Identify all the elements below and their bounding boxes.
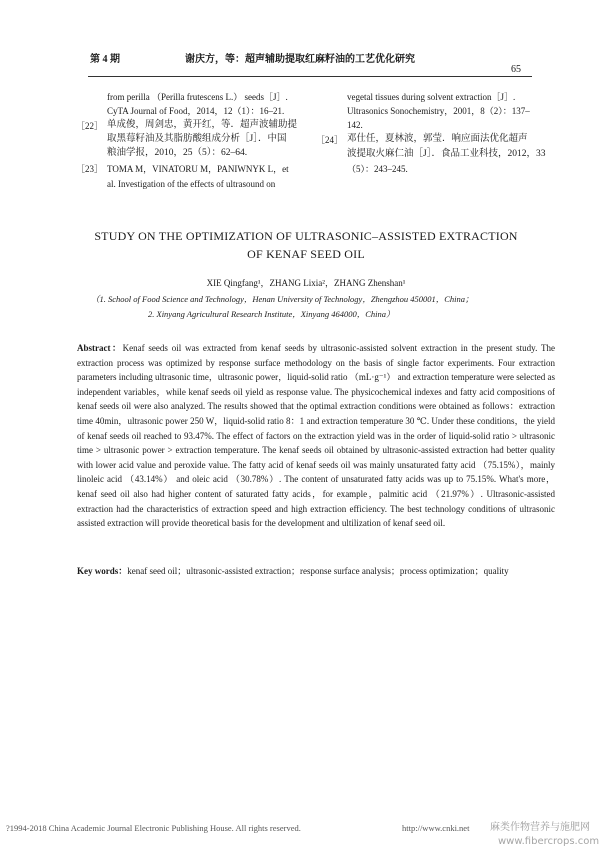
affiliation-2: 2. Xinyang Agricultural Research Institute，Xinyang 464000，China） — [148, 309, 395, 319]
ref-line: Ultrasonics Sonochemistry，2001，8（2）：137– — [347, 106, 530, 116]
paper-title-line1: STUDY ON THE OPTIMIZATION OF ULTRASONIC–ASSISTED EXTRACTION — [94, 229, 518, 243]
watermark-cn: 麻类作物营养与施肥网 — [490, 822, 590, 833]
issue-label: 第 4 期 — [90, 54, 120, 65]
abstract-label: Abstract： — [77, 343, 123, 353]
ref-num: ［24］ — [316, 135, 344, 145]
ref-line: vegetal tissues during solvent extraction［J］. — [347, 92, 516, 102]
header-rule — [88, 76, 532, 77]
ref-line: from perilla （Perilla frutescens L.） seeds［J］. — [107, 92, 288, 102]
ref-num: ［22］ — [76, 121, 104, 131]
ref-line: 142. — [347, 120, 363, 130]
ref-line: CyTA Journal of Food，2014，12（1）：16–21. — [107, 106, 285, 116]
keywords-text: kenaf seed oil；ultrasonic-assisted extraction；response surface analysis；process optimization；quality — [127, 566, 509, 576]
ref-line: 单成俊，周剑忠，黄开红，等．超声波辅助提 — [107, 120, 298, 130]
ref-line: 邓仕任，夏林波，郭莹．响应面法优化超声 — [347, 134, 528, 144]
abstract-text: Kenaf seeds oil was extracted from kenaf seeds by ultrasonic-assisted solvent extraction in the present study. The extraction process was optimized by response surface methodology on the basis of single factor experiments. Four extraction parameters including ultrasonic time，ultrasonic power，liquid-solid ratio （mL·g⁻¹） and extraction temperature were selected as independent variables，while kenaf seeds oil yield as response value. The physicochemical indexes and fatty acid compositions of kenaf seeds oil were also analyzed. The results showed that the optimal extraction conditions were obtained as follows：extraction time 40min，ultrasonic power 250 W，liquid-solid ratio 8：1 and extraction temperature 30 ℃. Under these conditions，the yield of kenaf seeds oil reached to 93.47%. The effect of factors on the extraction yield was in the order of liquid-solid ratio > ultrasonic time > ultrasonic power > extraction temperature. The kenaf seeds oil obtained by ultrasonic-assisted extraction had better quality with lower acid value and peroxide value. The fatty acid of kenaf seeds oil was mainly unsaturated fatty acid （75.15%），mainly linoleic acid （43.14%） and oleic acid （30.78%）. The content of unsaturated fatty acids was up to 75.15%. What's more，kenaf seed oil also had higher content of saturated fatty acids，for example，palmitic acid （21.97%）. Ultrasonic-assisted extraction had the characteristics of extraction speed and high extraction efficiency. The best technology conditions of ultrasonic assisted extraction will provide theoretical basis for the development and ultilization of kenaf seed oil. — [77, 343, 555, 529]
ref-line: 取黑莓籽油及其脂肪酸组成分析［J］．中国 — [107, 134, 287, 144]
ref-num: ［23］ — [76, 164, 104, 174]
paper-title-line2: OF KENAF SEED OIL — [247, 247, 365, 261]
affiliation-1: （1. School of Food Science and Technology，Henan University of Technology，Zhengzhou 450001，China； — [91, 294, 474, 304]
keywords — [77, 564, 509, 577]
running-title: 谢庆方，等：超声辅助提取红麻籽油的工艺优化研究 — [185, 54, 415, 65]
ref-line: 波提取火麻仁油［J］．食品工业科技，2012，33 — [347, 149, 546, 159]
keywords-label: Key words： — [77, 566, 128, 576]
abstract — [77, 341, 555, 531]
ref-line: （5）：243–245. — [347, 164, 408, 174]
ref-line: al. Investigation of the effects of ultrasound on — [107, 179, 276, 189]
footer-copyright: ?1994-2018 China Academic Journal Electronic Publishing House. All rights reserved. — [6, 823, 301, 833]
page-number: 65 — [511, 64, 521, 75]
footer-url[interactable]: http://www.cnki.net — [402, 823, 470, 833]
ref-line: 粮油学报，2010，25（5）：62–64. — [107, 148, 248, 158]
watermark-url: www.fibercrops.com — [498, 836, 600, 847]
authors: XIE Qingfang¹，ZHANG Lixia²，ZHANG Zhenshan¹ — [206, 278, 406, 288]
ref-line: TOMA M，VINATORU M，PANIWNYK L，et — [107, 164, 289, 174]
